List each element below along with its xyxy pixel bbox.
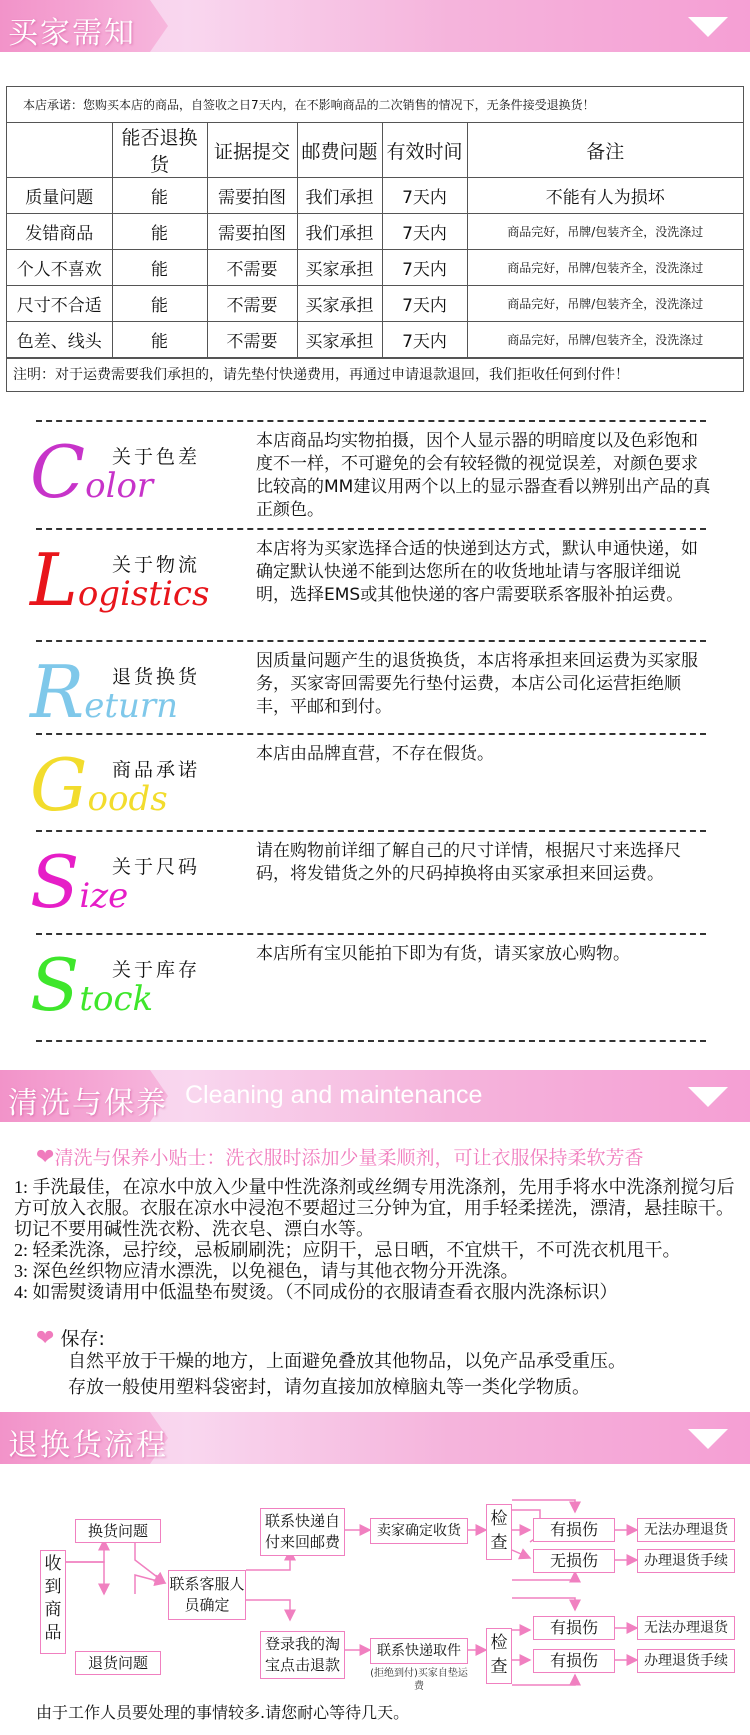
table-cell: 7天内 <box>382 286 467 322</box>
notice-text: 本店所有宝贝能拍下即为有货，请买家放心购物。 <box>256 944 630 964</box>
notice-title: 关于尺码 <box>112 856 201 878</box>
notice-text: 本店将为买家选择合适的快递到达方式，默认申通快递，如确定默认快递不能到达您所在的收货地址请与客服详细说明，选择EMS或其他快递的客户需要联系客服补拍运费。 <box>256 539 698 605</box>
notice-title: 商品承诺 <box>112 759 201 781</box>
column-header: 邮费问题 <box>297 123 382 178</box>
chevron-down-icon <box>688 17 728 37</box>
cleaning-line: 1: 手洗最佳，在凉水中放入少量中性洗涤剂或丝绸专用洗涤剂，先用手将水中洗涤剂搅匀后方可放入衣服。衣服在凉水中浸泡不要超过三分钟为宜，用手轻柔搓洗，漂清，悬挂晾干。切记不要用碱性洗衣粉、洗衣皂、漂白水等。 <box>14 1177 735 1239</box>
notice-title: 关于色差 <box>112 446 201 468</box>
storage-title: ❤ 保存: <box>36 1326 105 1351</box>
damaged-box: 有损伤 <box>533 1616 615 1640</box>
table-row <box>7 250 743 286</box>
table-cell: 商品完好，吊牌/包装齐全，没洗涤过 <box>467 286 743 322</box>
flow-footer: 由于工作人员要处理的事情较多.请您耐心等待几天。 <box>36 1703 410 1722</box>
section-title: 买家需知 <box>8 16 136 51</box>
returns-header <box>0 1412 750 1464</box>
receive-goods-box: 收到商品 <box>40 1550 66 1654</box>
table-row <box>7 178 743 214</box>
return-issue-box: 退货问题 <box>75 1651 161 1675</box>
cleaning-line: 2: 轻柔洗涤，忌拧绞，忌板刷刷洗；应阴干，忌日晒，不宜烘干，不可洗衣机甩干。 <box>14 1240 681 1260</box>
table-cell: 尺寸不合适 <box>7 286 112 322</box>
table-cell: 不需要 <box>207 322 297 358</box>
column-header <box>7 123 112 178</box>
table-cell: 7天内 <box>382 214 467 250</box>
table-cell: 不需要 <box>207 250 297 286</box>
table-cell: 不能有人为损坏 <box>467 178 743 214</box>
notice-title: 退货换货 <box>112 666 201 688</box>
table-cell: 7天内 <box>382 178 467 214</box>
cleaning-tip: ❤清洗与保养小贴士：洗衣服时添加少量柔顺剂，可让衣服保持柔软芳香 <box>36 1145 644 1170</box>
contact-pickup-box: 联系快递取件 <box>370 1638 468 1664</box>
cleaning-instructions <box>14 1177 744 1303</box>
section-title: 退换货流程 <box>8 1428 168 1463</box>
chevron-down-icon <box>688 1429 728 1449</box>
table-cell: 发错商品 <box>7 214 112 250</box>
seller-confirm-box: 卖家确定收货 <box>370 1518 468 1544</box>
notice-title: 关于库存 <box>112 959 201 981</box>
table-cell: 能 <box>112 322 207 358</box>
buyer-notice-header <box>0 0 750 52</box>
pickup-note: (拒绝到付)买家自垫运费 <box>370 1668 468 1692</box>
chevron-down-icon <box>688 1087 728 1107</box>
damaged-box: 有损伤 <box>533 1518 615 1542</box>
table-row <box>7 322 743 358</box>
do-return-box: 办理退货手续 <box>637 1549 735 1573</box>
contact-cs-box: 联系客服人员确定 <box>168 1570 246 1620</box>
table-cell: 买家承担 <box>297 322 382 358</box>
column-header: 证据提交 <box>207 123 297 178</box>
column-header: 有效时间 <box>382 123 467 178</box>
table-row <box>7 214 743 250</box>
cannot-return-box: 无法办理退货 <box>637 1518 735 1542</box>
table-cell: 能 <box>112 178 207 214</box>
section-title: 清洗与保养 <box>8 1086 168 1121</box>
login-refund-box: 登录我的淘宝点击退款 <box>260 1631 345 1679</box>
return-policy-table <box>6 86 744 392</box>
heart-icon: ❤ <box>36 1326 55 1351</box>
column-header: 能否退换货 <box>112 123 207 178</box>
table-row <box>7 286 743 322</box>
do-return-box: 办理退货手续 <box>637 1649 735 1673</box>
check-box: 检查 <box>486 1628 512 1684</box>
cleaning-line: 3: 深色丝织物应清水漂洗，以免褪色，请与其他衣物分开洗涤。 <box>14 1261 519 1281</box>
table-cell: 7天内 <box>382 322 467 358</box>
script-word: Goods <box>30 743 168 827</box>
notice-text: 本店商品均实物拍摄，因个人显示器的明暗度以及色彩饱和度不一样，不可避免的会有较轻微的视觉误差，对颜色要求比较高的MM建议用两个以上的显示器查看以辨别出产品的真正颜色。 <box>256 431 711 520</box>
table-cell: 能 <box>112 286 207 322</box>
notice-text: 因质量问题产生的退货换货，本店将承担来回运费为买家服务，买家寄回需要先行垫付运费，本店公司化运营拒绝顺丰，平邮和到付。 <box>256 651 698 717</box>
table-cell: 商品完好，吊牌/包装齐全，没洗涤过 <box>467 214 743 250</box>
table-cell: 需要拍图 <box>207 178 297 214</box>
table-header-row <box>7 123 743 178</box>
cleaning-line: 4: 如需熨烫请用中低温垫布熨烫。（不同成份的衣服请查看衣服内洗涤标识） <box>14 1282 618 1302</box>
divider <box>36 420 706 422</box>
divider <box>36 528 706 530</box>
notice-text: 本店由品牌直营，不存在假货。 <box>256 744 494 764</box>
table-cell: 我们承担 <box>297 214 382 250</box>
undamaged-box: 无损伤 <box>533 1549 615 1573</box>
table-cell: 不需要 <box>207 286 297 322</box>
table-cell: 色差、线头 <box>7 322 112 358</box>
divider <box>36 933 706 935</box>
script-word: Color <box>30 430 154 514</box>
table-cell: 质量问题 <box>7 178 112 214</box>
table-cell: 买家承担 <box>297 286 382 322</box>
table-cell: 商品完好，吊牌/包装齐全，没洗涤过 <box>467 322 743 358</box>
policy-note: 本店承诺：您购买本店的商品，自签收之日7天内，在不影响商品的二次销售的情况下，无条件接受退换货！ <box>7 87 743 123</box>
divider <box>36 733 706 735</box>
script-word: Size <box>30 840 129 924</box>
table-cell: 个人不喜欢 <box>7 250 112 286</box>
exchange-issue-box: 换货问题 <box>75 1519 161 1543</box>
cannot-return-box: 无法办理退货 <box>637 1616 735 1640</box>
divider <box>36 830 706 832</box>
damaged-box: 有损伤 <box>533 1649 615 1673</box>
script-word: Stock <box>30 943 154 1027</box>
notice-text: 请在购物前详细了解自己的尺寸详情，根据尺寸来选择尺码，将发错货之外的尺码掉换将由买家承担来回运费。 <box>256 841 681 884</box>
table-cell: 商品完好，吊牌/包装齐全，没洗涤过 <box>467 250 743 286</box>
storage-text: 自然平放于干燥的地方，上面避免叠放其他物品，以免产品承受重压。 存放一般使用塑料袋密封，请勿直接加放樟脑丸等一类化学物质。 <box>68 1351 626 1398</box>
script-word: Logistics <box>30 538 210 622</box>
table-cell: 买家承担 <box>297 250 382 286</box>
column-header: 备注 <box>467 123 743 178</box>
table-cell: 能 <box>112 214 207 250</box>
policy-footer: 注明：对于运费需要我们承担的，请先垫付快递费用，再通过申请退款退回，我们拒收任何到付件！ <box>7 358 743 391</box>
table-cell: 需要拍图 <box>207 214 297 250</box>
notice-title: 关于物流 <box>112 554 201 576</box>
cleaning-header <box>0 1070 750 1122</box>
divider <box>36 1040 706 1042</box>
section-subtitle: Cleaning and maintenance <box>185 1081 483 1109</box>
divider <box>36 640 706 642</box>
contact-courier-box: 联系快递自付来回邮费 <box>260 1508 345 1556</box>
table-cell: 我们承担 <box>297 178 382 214</box>
policy-grid <box>7 123 743 358</box>
heart-icon: ❤ <box>36 1145 55 1170</box>
table-cell: 7天内 <box>382 250 467 286</box>
table-cell: 能 <box>112 250 207 286</box>
check-box: 检查 <box>486 1504 512 1560</box>
script-word: Return <box>30 650 179 734</box>
